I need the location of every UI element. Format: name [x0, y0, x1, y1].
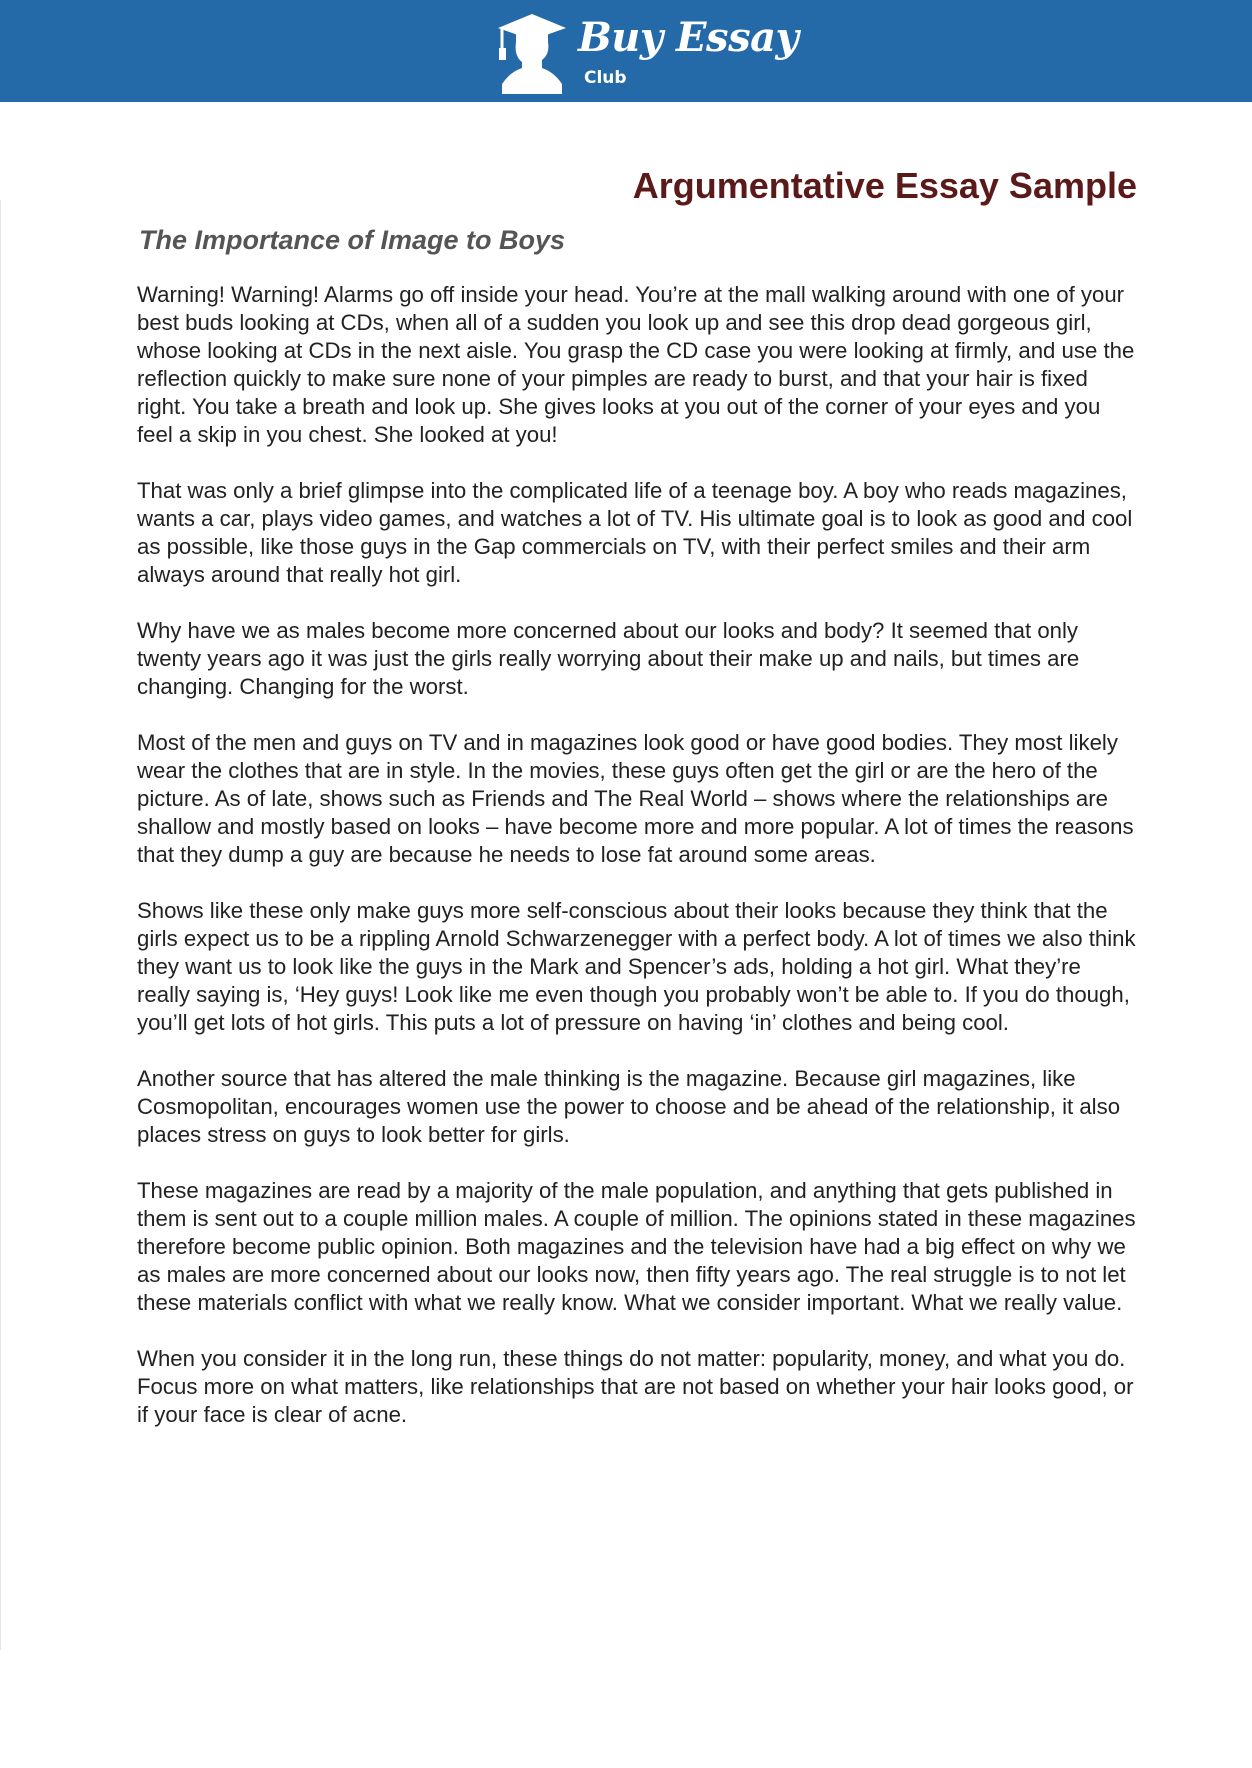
essay-paragraph: That was only a brief glimpse into the complicated life of a teenage boy. A boy who reads magazines, wants a car, plays video games, and watches a lot of TV. His ultimate goal is to look as good and cool as possible, like those guys in the Gap commercials on TV, with their perfect smiles and their arm always around that really hot girl. [137, 477, 1133, 587]
essay-subtitle: The Importance of Image to Boys [139, 225, 566, 256]
essay-paragraph: Warning! Warning! Alarms go off inside your head. You’re at the mall walking around with one of your best buds looking at CDs, when all of a sudden you look up and see this drop dead gorgeous girl, whose looking at CDs in the next aisle. You grasp the CD case you were looking at firmly, and use the reflection quickly to make sure none of your pimples are ready to burst, and that your hair is fixed right. You take a breath and look up. She gives looks at you out of the corner of your eyes and you feel a skip in you chest. She looked at you! [137, 281, 1135, 447]
page-edge-line [0, 200, 1, 1650]
graduate-head-icon [492, 10, 570, 94]
site-header [0, 0, 1252, 102]
essay-paragraph: Shows like these only make guys more self-conscious about their looks because they think that the girls expect us to be a rippling Arnold Schwarzenegger with a perfect body. A lot of times we also think they want us to look like the guys in the Mark and Spencer’s ads, holding a hot girl. What they’re really saying is, ‘Hey guys! Look like me even though you probably won’t be able to. If you do though, you’ll get lots of hot girls. This puts a lot of pressure on having ‘in’ clothes and being cool. [137, 897, 1136, 1035]
brand-subtitle: Club [584, 68, 627, 88]
essay-paragraph: Another source that has altered the male thinking is the magazine. Because girl magazines, like Cosmopolitan, encourages women use the power to choose and be ahead of the relationship, it also places stress on guys to look better for girls. [137, 1065, 1121, 1147]
essay-paragraph: These magazines are read by a majority of the male population, and anything that gets published in them is sent out to a couple million males. A couple of million. The opinions stated in these magazines therefore become public opinion. Both magazines and the television have had a big effect on why we as males are more concerned about our looks now, then fifty years ago. The real struggle is to not let these materials conflict with what we really know. What we consider important. What we really value. [137, 1177, 1136, 1315]
document-title: Argumentative Essay Sample [632, 165, 1137, 206]
essay-document [137, 164, 1137, 1457]
essay-paragraph: Most of the men and guys on TV and in magazines look good or have good bodies. They most likely wear the clothes that are in style. In the movies, these guys often get the girl or are the hero of the picture. As of late, shows such as Friends and The Real World – shows where the relationships are shallow and mostly based on looks – have become more and more popular. A lot of times the reasons that they dump a guy are because he needs to lose fat around some areas. [137, 729, 1134, 867]
essay-paragraph: When you consider it in the long run, these things do not matter: popularity, money, and what you do. Focus more on what matters, like relationships that are not based on whether your hair looks good, or if your face is clear of acne. [137, 1345, 1134, 1427]
brand-logo[interactable] [492, 10, 799, 94]
essay-paragraph: Why have we as males become more concerned about our looks and body? It seemed that only twenty years ago it was just the girls really worrying about their make up and nails, but times are changing. Changing for the worst. [137, 617, 1080, 699]
brand-name: Buy Essay [578, 14, 799, 61]
